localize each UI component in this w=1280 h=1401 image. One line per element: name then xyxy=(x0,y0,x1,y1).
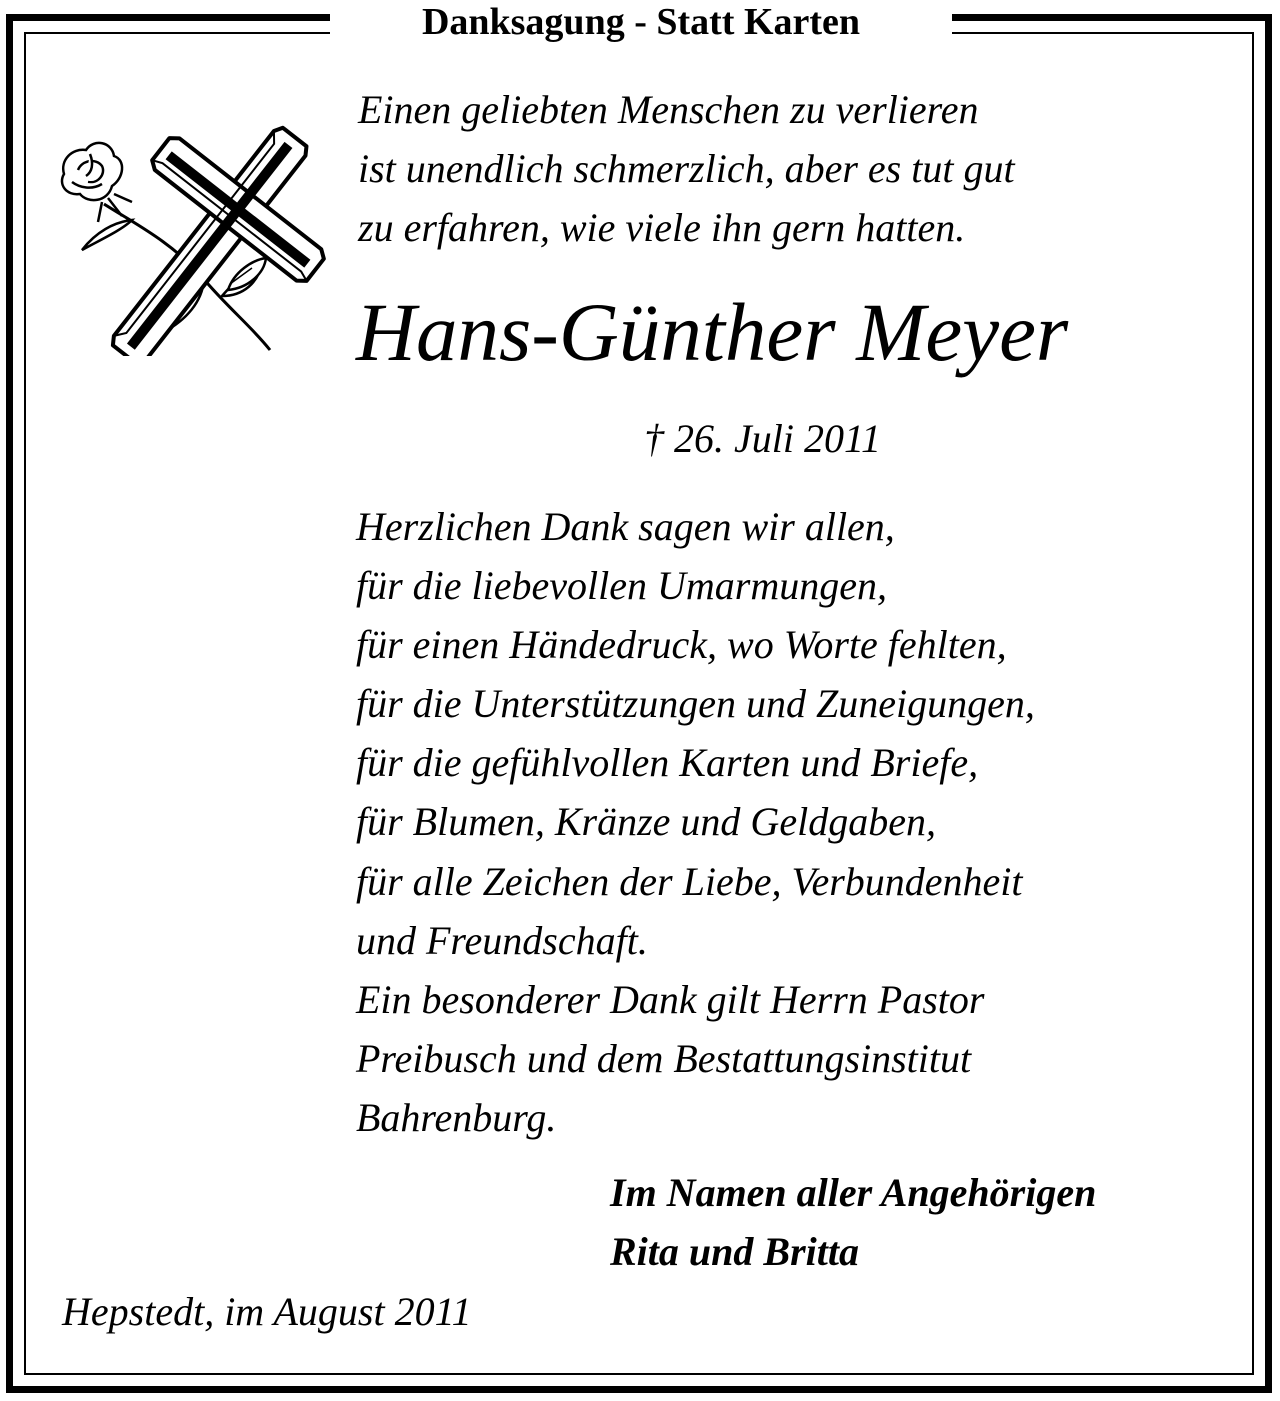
thanks-line: für einen Händedruck, wo Worte fehlten, xyxy=(356,622,1007,668)
signature-names: Rita und Britta xyxy=(610,1229,859,1274)
thanks-line: für alle Zeichen der Liebe, Verbundenheit xyxy=(356,858,1023,904)
memorial-quote xyxy=(358,80,1015,257)
quote-line: zu erfahren, wie viele ihn gern hatten. xyxy=(358,205,966,250)
thanks-line: und Freundschaft. xyxy=(356,917,648,963)
thanks-line: für die Unterstützungen und Zuneigungen, xyxy=(356,681,1035,727)
thanks-line: Ein besonderer Dank gilt Herrn Pastor xyxy=(356,976,985,1022)
thanks-line: für die liebevollen Umarmungen, xyxy=(356,563,887,609)
thanks-text xyxy=(356,497,1035,1147)
place-and-date: Hepstedt, im August 2011 xyxy=(62,1289,472,1334)
quote-line: Einen geliebten Menschen zu verlieren xyxy=(358,87,979,132)
signature-line: Im Namen aller Angehörigen xyxy=(610,1170,1097,1215)
quote-line: ist unendlich schmerzlich, aber es tut gut xyxy=(358,146,1015,191)
cross-with-rose-icon xyxy=(52,112,332,356)
death-date: † 26. Juli 2011 xyxy=(644,416,882,461)
thanks-line: für Blumen, Kränze und Geldgaben, xyxy=(356,799,936,845)
thanks-line: für die gefühlvollen Karten und Briefe, xyxy=(356,740,979,786)
deceased-name: Hans-Günther Meyer xyxy=(356,286,1069,378)
thanks-line: Bahrenburg. xyxy=(356,1094,557,1140)
thanks-line: Herzlichen Dank sagen wir allen, xyxy=(356,504,895,549)
notice-heading: Danksagung - Statt Karten xyxy=(421,1,861,43)
thanks-line: Preibusch und dem Bestattungsinstitut xyxy=(356,1035,972,1081)
signature-block xyxy=(610,1163,1096,1281)
